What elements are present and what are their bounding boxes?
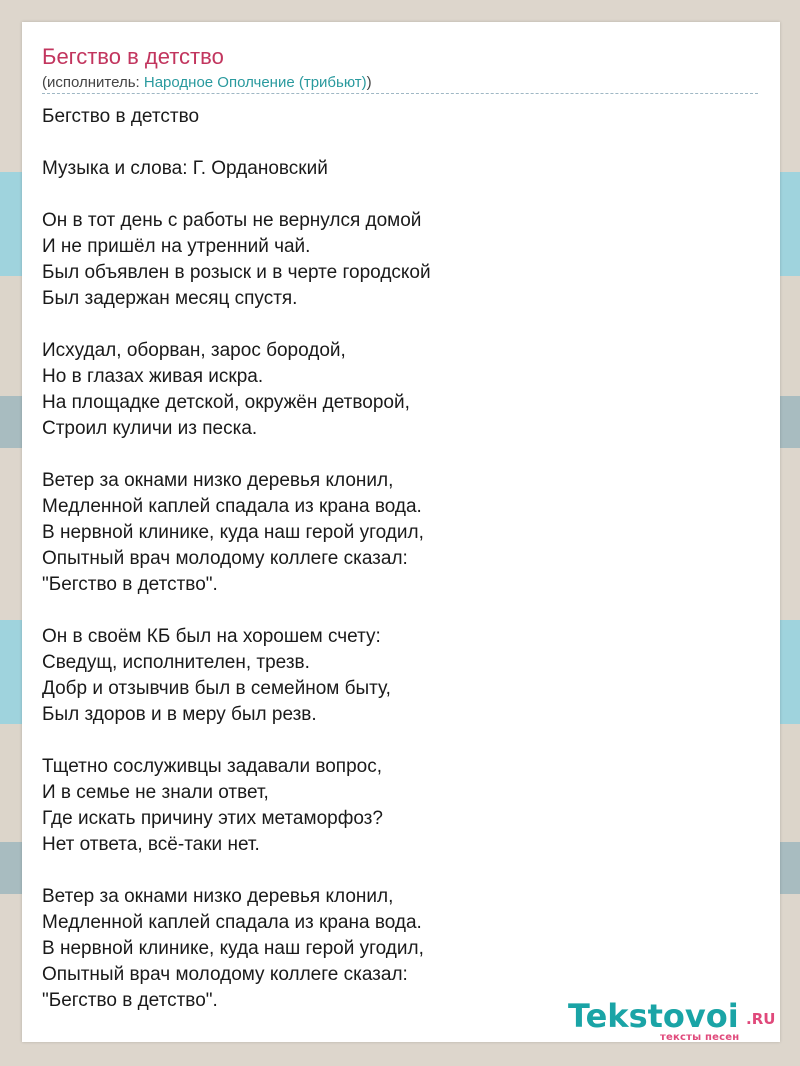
- lyrics-line: Строил куличи из песка.: [42, 418, 258, 439]
- performer-suffix: ): [366, 74, 372, 91]
- lyrics-line: И не пришёл на утренний чай.: [42, 236, 311, 257]
- lyrics-line: Но в глазах живая искра.: [42, 366, 264, 387]
- title-divider: [42, 93, 758, 94]
- lyrics-line: Добр и отзывчив был в семейном быту,: [42, 678, 391, 699]
- performer-link[interactable]: Народное Ополчение (трибьют): [143, 74, 367, 91]
- performer-line: [42, 73, 372, 93]
- lyrics-line: Тщетно сослуживцы задавали вопрос,: [42, 756, 382, 777]
- lyrics-blank-line: [42, 312, 742, 338]
- lyrics-line: Был здоров и в меру был резв.: [42, 704, 317, 725]
- lyrics-text: [42, 104, 742, 1014]
- logo-tld: .RU: [746, 1010, 776, 1028]
- lyrics-line: Опытный врач молодому коллеге сказал:: [42, 548, 408, 569]
- lyrics-line: В нервной клинике, куда наш герой угодил,: [42, 938, 424, 959]
- lyrics-line: Был объявлен в розыск и в черте городской: [42, 262, 431, 283]
- lyrics-line: Ветер за окнами низко деревья клонил,: [42, 470, 394, 491]
- lyrics-line: Был задержан месяц спустя.: [42, 288, 298, 309]
- lyrics-line: "Бегство в детство".: [42, 990, 218, 1011]
- lyrics-line: Он в тот день с работы не вернулся домой: [42, 210, 422, 231]
- lyrics-line: Медленной каплей спадала из крана вода.: [42, 496, 422, 517]
- lyrics-blank-line: [42, 728, 742, 754]
- lyrics-line: Где искать причину этих метаморфоз?: [42, 808, 383, 829]
- lyrics-blank-line: [42, 858, 742, 884]
- performer-prefix: (исполнитель:: [42, 74, 144, 91]
- lyrics-line: Он в своём КБ был на хорошем счету:: [42, 626, 381, 647]
- lyrics-line: Нет ответа, всё-таки нет.: [42, 834, 260, 855]
- logo-tagline: тексты песен: [660, 1032, 740, 1043]
- lyrics-blank-line: [42, 442, 742, 468]
- logo-wordmark: Tekstovoi: [568, 997, 739, 1035]
- lyrics-line: Опытный врач молодому коллеге сказал:: [42, 964, 408, 985]
- lyrics-blank-line: [42, 130, 742, 156]
- lyrics-line: И в семье не знали ответ,: [42, 782, 269, 803]
- lyrics-line: На площадке детской, окружён детворой,: [42, 392, 410, 413]
- lyrics-blank-line: [42, 182, 742, 208]
- lyrics-line: Бегство в детство: [42, 106, 200, 127]
- song-title: Бегство в детство: [42, 44, 224, 69]
- lyrics-blank-line: [42, 598, 742, 624]
- lyrics-line: Сведущ, исполнителен, трезв.: [42, 652, 310, 673]
- lyrics-line: Ветер за окнами низко деревья клонил,: [42, 886, 394, 907]
- lyrics-line: Музыка и слова: Г. Ордановский: [42, 158, 328, 179]
- lyrics-line: В нервной клинике, куда наш герой угодил,: [42, 522, 424, 543]
- tekstovoi-logo[interactable]: [568, 998, 778, 1042]
- lyrics-line: Исхудал, оборван, зарос бородой,: [42, 340, 346, 361]
- lyrics-line: Медленной каплей спадала из крана вода.: [42, 912, 422, 933]
- lyrics-card: [22, 22, 780, 1042]
- lyrics-line: "Бегство в детство".: [42, 574, 218, 595]
